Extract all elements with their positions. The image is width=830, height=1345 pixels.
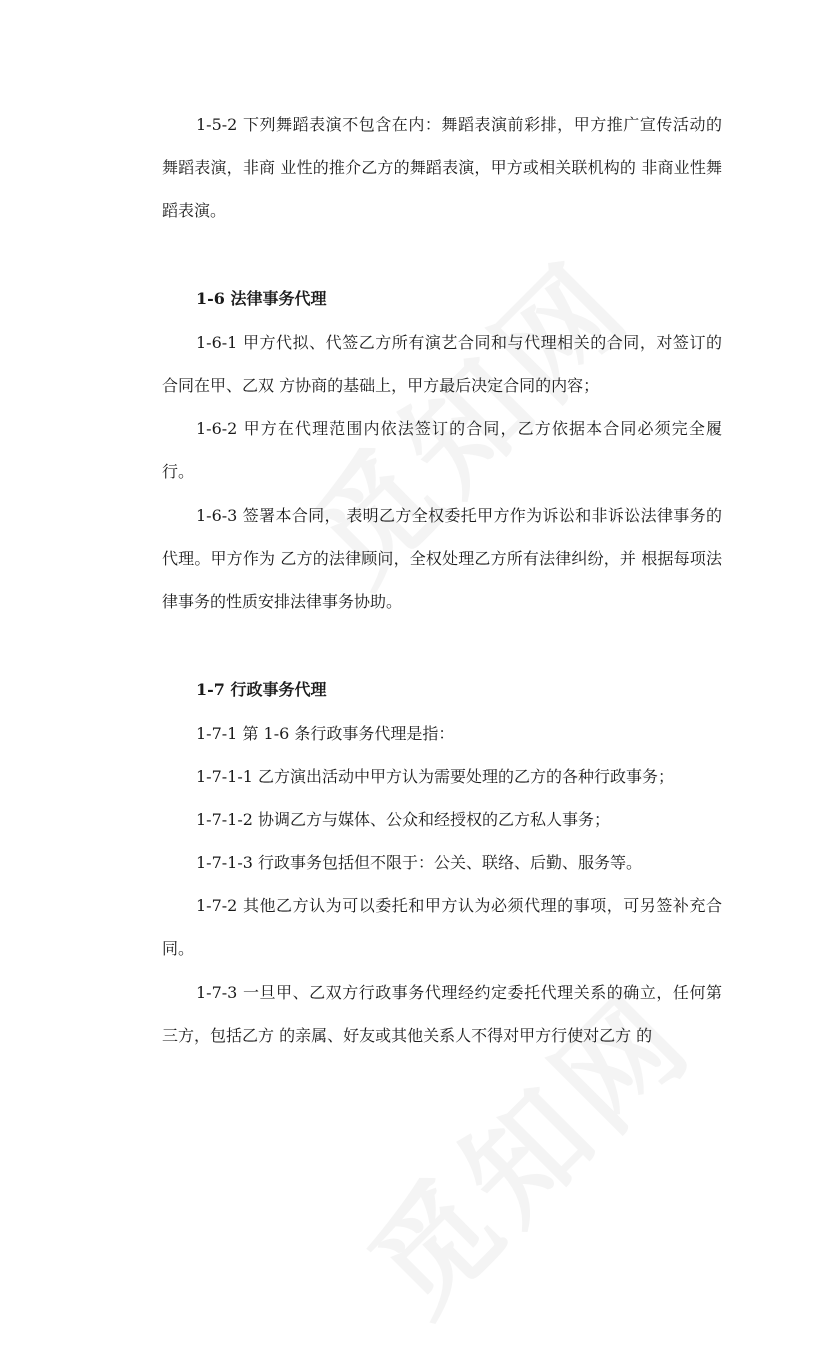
paragraph-1-7-3: [162, 971, 722, 1057]
heading-text: 1-7 行政事务代理: [196, 680, 327, 699]
paragraph-text: 1-7-1-2 协调乙方与媒体、公众和经授权的乙方私人事务；: [196, 810, 611, 829]
paragraph-1-7-1-1: [162, 755, 722, 798]
paragraph-text: 1-6-1 甲方代拟、代签乙方所有演艺合同和与代理相关的合同，对签订的合同在甲、乙双 方协商的基础上，甲方最后决定合同的内容；: [162, 333, 722, 395]
paragraph-text: 1-7-1 第 1-6 条行政事务代理是指：: [196, 724, 455, 743]
paragraph-text: 1-5-2 下列舞蹈表演不包含在内：舞蹈表演前彩排，甲方推广宣传活动的舞蹈表演，非商 业性的推介乙方的舞蹈表演，甲方或相关联机构的 非商业性舞蹈表演。: [162, 115, 722, 220]
paragraph-text: 1-7-1-3 行政事务包括但不限于：公关、联络、后勤、服务等。: [196, 853, 643, 872]
paragraph-1-7-1-2: [162, 798, 722, 841]
paragraph-text: 1-7-2 其他乙方认为可以委托和甲方认为必须代理的事项，可另签补充合同。: [162, 896, 722, 958]
paragraph-1-6-3: [162, 494, 722, 623]
paragraph-1-6-2: [162, 407, 722, 493]
paragraph-1-7-1: [162, 712, 722, 755]
paragraph-1-7-1-3: [162, 841, 722, 884]
paragraph-text: 1-6-2 甲方在代理范围内依法签订的合同，乙方依据本合同必须完全履行。: [162, 419, 722, 481]
heading-1-7: [162, 668, 722, 711]
paragraph-1-6-1: [162, 321, 722, 407]
paragraph-text: 1-7-3 一旦甲、乙双方行政事务代理经约定委托代理关系的确立，任何第三方，包括乙方 的亲属、好友或其他关系人不得对甲方行使对乙方 的: [162, 983, 722, 1045]
paragraph-1-7-2: [162, 884, 722, 970]
paragraph-text: 1-6-3 签署本合同， 表明乙方全权委托甲方作为诉讼和非诉讼法律事务的代理。甲方作为 乙方的法律顾问，全权处理乙方所有法律纠纷，并 根据每项法律事务的性质安排法律事务协助。: [162, 506, 722, 611]
paragraph-text: 1-7-1-1 乙方演出活动中甲方认为需要处理的乙方的各种行政事务；: [196, 767, 675, 786]
heading-1-6: [162, 277, 722, 320]
heading-text: 1-6 法律事务代理: [196, 289, 327, 308]
paragraph-1-5-2: [162, 103, 722, 232]
